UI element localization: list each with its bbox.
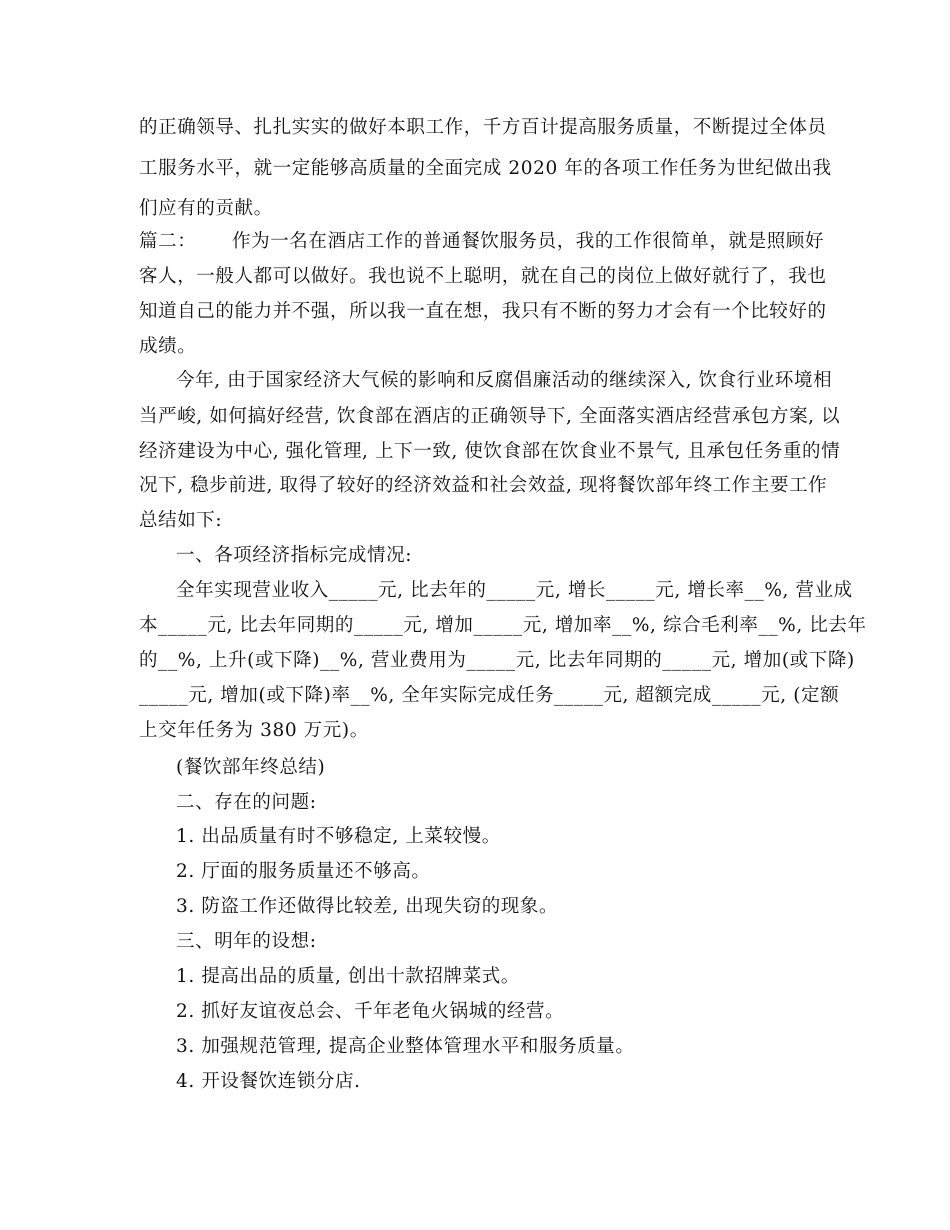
note-line: (餐饮部年终总结) (176, 757, 326, 778)
problem-item-3: 3. 防盗工作还做得比较差, 出现失窃的现象。 (176, 896, 559, 917)
paragraph-2-line-3: 成绩。 (139, 336, 197, 357)
section-heading-1: 一、各项经济指标完成情况: (176, 545, 413, 566)
paragraph-3-line-1: 今年, 由于国家经济大气候的影响和反腐倡廉活动的继续深入, 饮食行业环境相 (176, 370, 833, 391)
part-2-label: 篇二： (139, 231, 197, 252)
paragraph-4-line-4: _____元, 增加(或下降)率__%, 全年实际完成任务_____元, 超额完成_____元, (定额 (139, 685, 840, 706)
paragraph-4-line-1: 全年实现营业收入_____元, 比去年的_____元, 增长_____元, 增长率__%, 营业成 (176, 580, 853, 601)
paragraph-3-line-2: 当严峻, 如何搞好经营, 饮食部在酒店的正确领导下, 全面落实酒店经营承包方案, 以 (139, 406, 841, 427)
part-2-line (139, 229, 825, 255)
paragraph-4-line-3: 的__%, 上升(或下降)__%, 营业费用为_____元, 比去年同期的_____元, 增加(或下降) (139, 650, 855, 671)
section-heading-2: 二、存在的问题: (176, 792, 317, 813)
plan-item-2: 2. 抓好友谊夜总会、千年老龟火锅城的经营。 (176, 1001, 565, 1022)
paragraph-1-line-2: 工服务水平，就一定能够高质量的全面完成 2020 年的各项工作任务为世纪做出我 (139, 158, 832, 179)
paragraph-2-line-1: 客人，一般人都可以做好。我也说不上聪明，就在自己的岗位上做好就行了，我也 (139, 266, 827, 287)
problem-item-1: 1. 出品质量有时不够稳定, 上菜较慢。 (176, 826, 501, 847)
plan-item-1: 1. 提高出品的质量, 创出十款招牌菜式。 (176, 966, 520, 987)
section-heading-3: 三、明年的设想: (176, 931, 317, 952)
paragraph-3-line-4: 况下, 稳步前进, 取得了较好的经济效益和社会效益, 现将餐饮部年终工作主要工作 (139, 475, 828, 496)
paragraph-2-line-2: 知道自己的能力并不强，所以我一直在想，我只有不断的努力才会有一个比较好的 (139, 301, 827, 322)
plan-item-4: 4. 开设餐饮连锁分店. (176, 1071, 361, 1092)
paragraph-4-line-5: 上交年任务为 380 万元)。 (139, 720, 369, 741)
paragraph-1-line-1: 的正确领导、扎扎实实的做好本职工作，千方百计提高服务质量，不断提过全体员 (139, 117, 827, 138)
part-2-first-line: 作为一名在酒店工作的普通餐饮服务员，我的工作很简单，就是照顾好 (232, 231, 825, 252)
paragraph-3-line-5: 总结如下: (139, 510, 223, 531)
paragraph-4-line-2: 本_____元, 比去年同期的_____元, 增加_____元, 增加率__%, 综合毛利率__%, 比去年 (139, 615, 867, 636)
plan-item-3: 3. 加强规范管理, 提高企业整体管理水平和服务质量。 (176, 1036, 635, 1057)
problem-item-2: 2. 厅面的服务质量还不够高。 (176, 861, 431, 882)
paragraph-3-line-3: 经济建设为中心, 强化管理, 上下一致, 使饮食部在饮食业不景气, 且承包任务重的情 (139, 441, 841, 462)
paragraph-1-line-3: 们应有的贡献。 (139, 198, 273, 219)
